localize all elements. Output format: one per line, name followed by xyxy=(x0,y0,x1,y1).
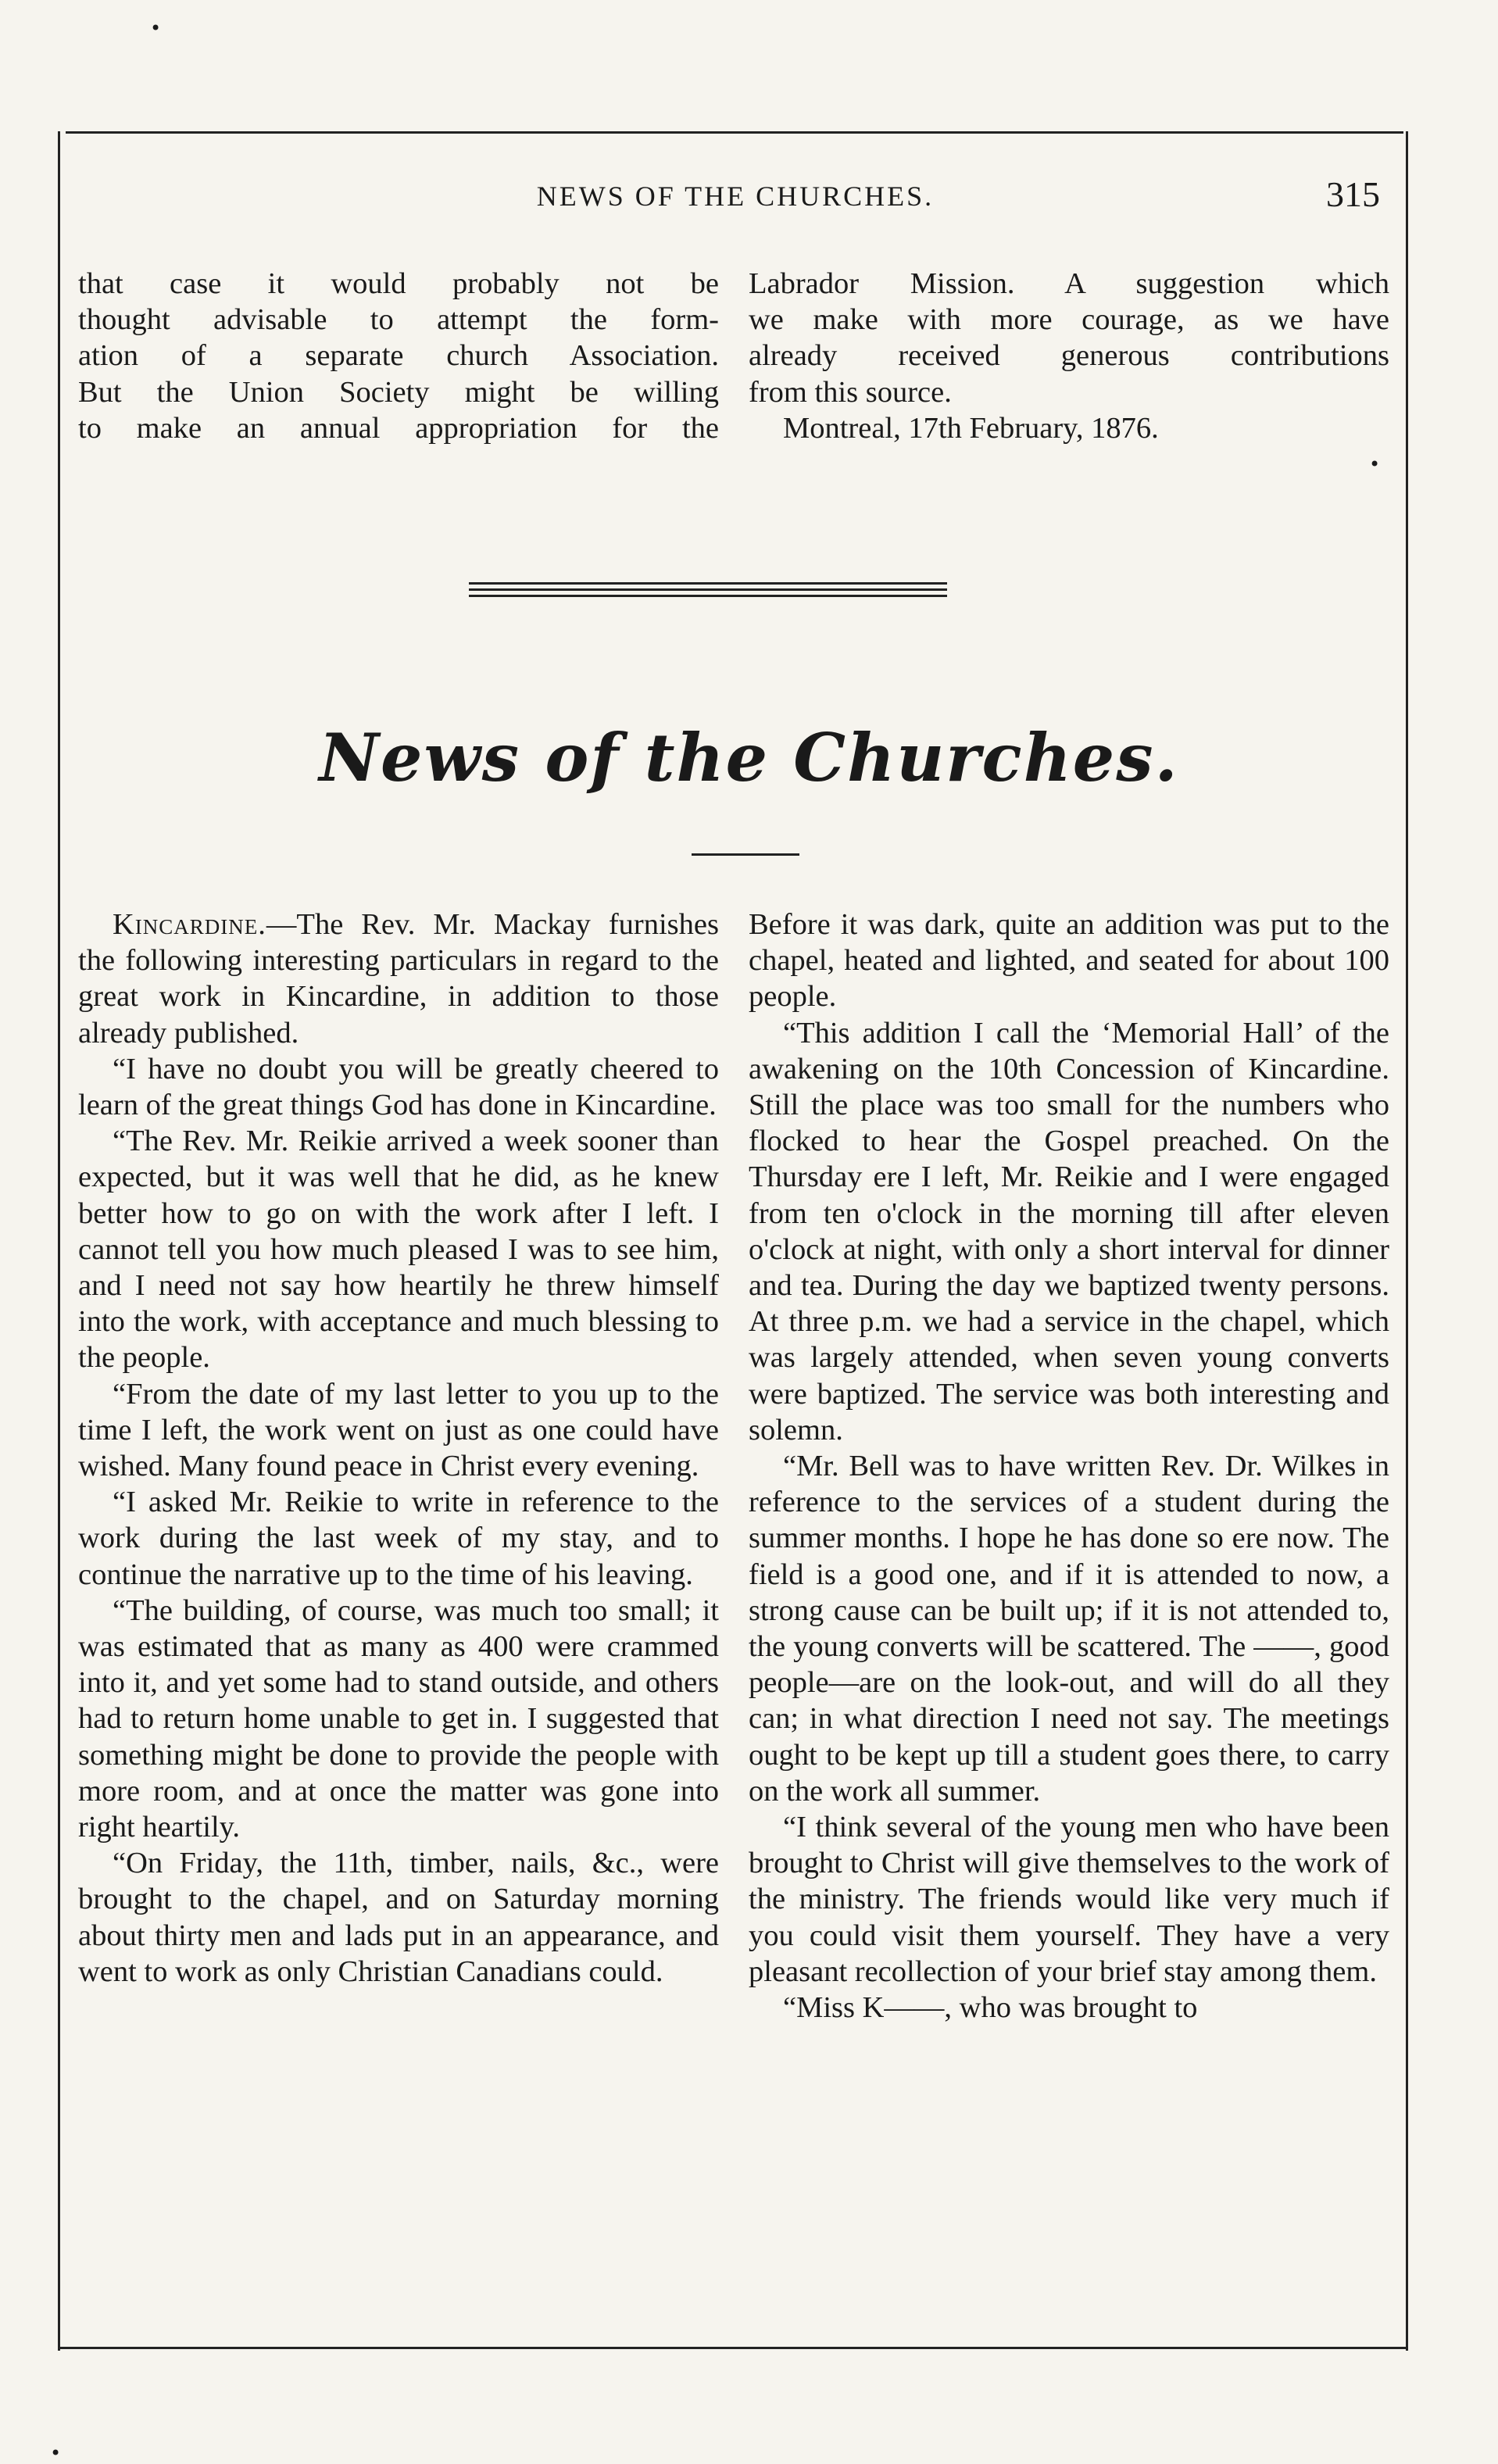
dateline: Montreal, 17th February, 1876. xyxy=(783,411,1159,445)
place-lead: Kincardine. xyxy=(113,908,266,941)
top-right-column xyxy=(749,266,1389,446)
paragraph: “The Rev. Mr. Reikie arrived a week sooner than expected, but it was well that he did, as he knew better how to go on with the work after I left. I cannot tell you how much pleased I was to see him, and I need not say how heartily he threw himself into the work, with acceptance and much blessing to the people. xyxy=(78,1125,719,1375)
paragraph: “On Friday, the 11th, timber, nails, &c., were brought to the chapel, and on Saturday morning about thirty men and lads put in an appearance, and went to work as only Christian Canadians could. xyxy=(78,1847,719,1988)
left-column xyxy=(78,907,719,1990)
paragraph-text: —The Rev. Mr. Mackay furnishes the following interesting particulars in regard to the great work in Kincardine, in addition to those already published. xyxy=(78,908,719,1050)
margin-mark: • xyxy=(50,2442,62,2464)
text-line: Labrador Mission. A suggestion which xyxy=(749,267,1389,300)
bottom-rule xyxy=(58,2347,1406,2349)
paragraph xyxy=(78,907,719,1051)
divider-rule xyxy=(469,588,947,591)
paragraph: “Miss K——, who was brought to xyxy=(783,1991,1198,2025)
paragraph: “From the date of my last letter to you up to the time I left, the work went on just as one could have wished. Many found peace in Christ every evening. xyxy=(78,1377,719,1483)
paragraph: Before it was dark, quite an addition was put to the chapel, heated and lighted, and seated for about 100 people. xyxy=(749,908,1389,1014)
page-header xyxy=(75,174,1396,227)
text-line: thought advisable to attempt the form- xyxy=(78,303,719,337)
top-rule xyxy=(66,131,1403,134)
paragraph: “I have no doubt you will be greatly cheered to learn of the great things God has done in Kincardine. xyxy=(78,1052,719,1122)
paragraph: “I think several of the young men who have been brought to Christ will give themselves to the work of the ministry. The friends would like very much if you could visit them yourself. They have a very pleasant recollection of your brief stay among them. xyxy=(749,1811,1389,1988)
text-line: to make an annual appropriation for the xyxy=(78,411,719,445)
margin-mark: • xyxy=(1369,453,1381,475)
text-line: we make with more courage, as we have xyxy=(749,303,1389,337)
running-head: NEWS OF THE CHURCHES. xyxy=(536,181,935,212)
margin-mark: • xyxy=(150,17,162,39)
title-rule xyxy=(692,853,799,856)
paragraph: “The building, of course, was much too small; it was estimated that as many as 400 were crammed into it, and yet some had to stand outside, and others had to return home unable to get in. I suggested that something might be done to provide the people with more room, and at once the matter was gone into right heartily. xyxy=(78,1593,719,1844)
paragraph: “I asked Mr. Reikie to write in reference to the work during the last week of my stay, and to continue the narrative up to the time of his leaving. xyxy=(78,1486,719,1591)
section-title: News of the Churches. xyxy=(319,719,1179,796)
page-number: 315 xyxy=(1326,174,1380,214)
text-line: already received generous contributions xyxy=(749,339,1389,373)
right-column xyxy=(749,907,1389,2026)
text-line: from this source. xyxy=(749,375,952,409)
text-line: But the Union Society might be willing xyxy=(78,375,719,409)
divider-rule xyxy=(469,595,947,597)
divider-rule xyxy=(469,582,947,585)
paragraph: “Mr. Bell was to have written Rev. Dr. Wilkes in reference to the services of a student during the summer months. I hope he has done so ere now. The field is a good one, and if it is attended to now, a strong cause can be built up; if it is not attended to, the young converts will be scattered. The ——, good people—are on the look-out, and will do all they can; in what direction I need not say. The meetings ought to be kept up till a student goes there, to carry on the work all summer. xyxy=(749,1450,1389,1808)
text-line: that case it would probably not be xyxy=(78,267,719,300)
paragraph: “This addition I call the ‘Memorial Hall’ of the awakening on the 10th Concession of Kincardine. Still the place was too small for the numbers who flocked to hear the Gospel preached. On the Thursday ere I left, Mr. Reikie and I were engaged from ten o'clock in the morning till after eleven o'clock at night, with only a short interval for dinner and tea. During the day we baptized twenty persons. At three p.m. we had a service in the chapel, which was largely attended, when seven young converts were baptized. The service was both interesting and solemn. xyxy=(749,1016,1389,1447)
top-left-column xyxy=(78,266,719,446)
text-line: ation of a separate church Association. xyxy=(78,339,719,373)
